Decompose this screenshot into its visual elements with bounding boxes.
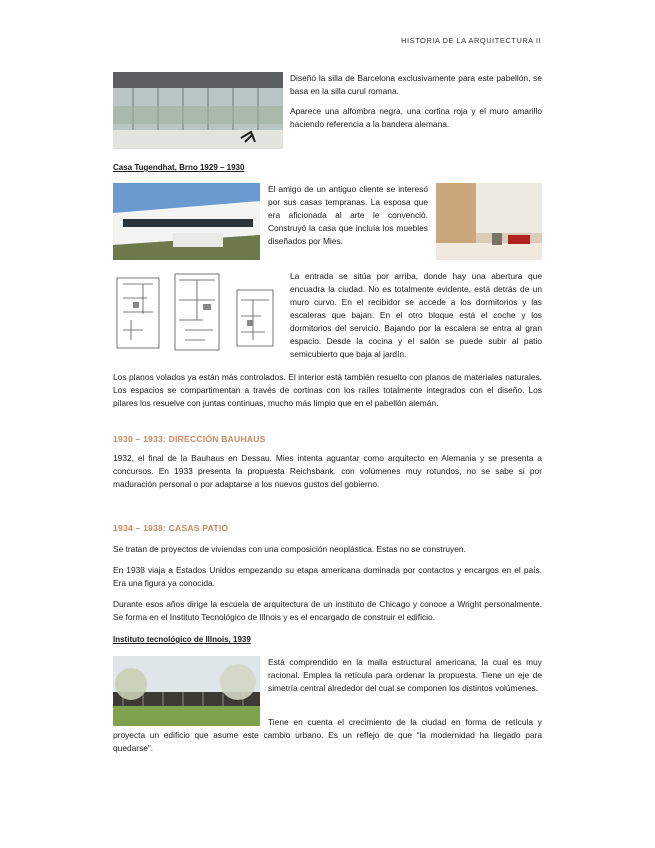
bauhaus-heading: 1930 – 1933: DIRECCIÓN BAUHAUS (113, 434, 266, 444)
tugendhat-exterior-photo (113, 183, 260, 260)
iit-caption: Instituto tecnológico de Illnois, 1939 (113, 635, 251, 644)
patio-text-3: Durante esos años dirige la escuela de arquitectura de un instituto de Chicago y conoce a Wright personalmente. Se forma en el Instituto Tecnológico de Illnois y es el encargado de construir el edificio. (113, 599, 542, 623)
tugendhat-intro-text: El amigo de un antiguo cliente se interesó por sus casas tempranas. La esposa que era aficionada al arte le convenció. Construyó la casa que incluía los muebles diseñados por Mies. (268, 184, 428, 247)
bauhaus-text: 1932, el final de la Bauhaus en Dessau. Mies intenta aguantar como arquitecto en Alemania y se presenta a concursos. En 1933 presenta la propuesta Reichsbank. con volúmenes muy rotundos, no se sabe si por maduración personal o por adaptarse a los nuevos gustos del gobierno. (113, 453, 542, 490)
barcelona-flag-text: Aparece una alfombra negra, una cortina roja y el muro amarillo haciendo referencia a la bandera alemana. (290, 106, 542, 130)
tugendhat-floor-plans (113, 270, 283, 355)
tugendhat-interior-photo (436, 183, 542, 260)
tugendhat-planes-text: Los planos volados ya están más controlados. El interior está también resuelto con planos de materiales naturales. Los espacios se compartimentan a través de cortinas con los raíles totalmente integrados con el diseño. Los pilares los resuelve con juntas continuas, mucho más limpio que en el pabellón alemán. (113, 372, 542, 409)
barcelona-chair-text: Diseñó la silla de Barcelona exclusivamente para este pabellón, se basa en la silla curul romana. (290, 73, 542, 97)
iit-grid-text: Está comprendido en la malla estructural americana, la cual es muy racional. Emplea la retícula para ordenar la propuesta. Tiene un eje de simetría central alrededor del cual se componen los distintos volúmenes. (268, 657, 542, 694)
iit-city-text: Tiene en cuenta el crecimiento de la ciudad en forma de retícula y proyecta un edificio que asume este cambio urbano. Es un reflejo de que “la modernidad ha llegado para quedarse”. (113, 717, 542, 754)
tugendhat-entrance-text: La entrada se sitúa por arriba, donde hay una abertura que encuadra la ciudad. No es totalmente evidente, está detrás de un muro curvo. En el recibidor se accede a los dormitorios y las escaleras que bajan. En el otro bloque está el coche y los dormitorios del servicio. Bajando por la escalera se entra al gran espacio. Desde la cocina y el salón se puede subir al patio semicubierto que baja al jardín. (290, 271, 542, 360)
patio-text-2: En 1938 viaja a Estados Unidos empezando su etapa americana dominada por contactos y encargos en el país. Era una figura ya conocida. (113, 565, 542, 589)
patio-text-1: Se tratan de proyectos de viviendas con una composición neoplástica. Estas no se construyen. (113, 544, 466, 554)
running-header: HISTORIA DE LA ARQUITECTURA II (401, 36, 541, 45)
tugendhat-caption: Casa Tugendhat, Brno 1929 – 1930 (113, 163, 245, 172)
barcelona-pavilion-photo (113, 72, 283, 149)
casas-patio-heading: 1934 – 1938: CASAS PATIO (113, 523, 229, 533)
